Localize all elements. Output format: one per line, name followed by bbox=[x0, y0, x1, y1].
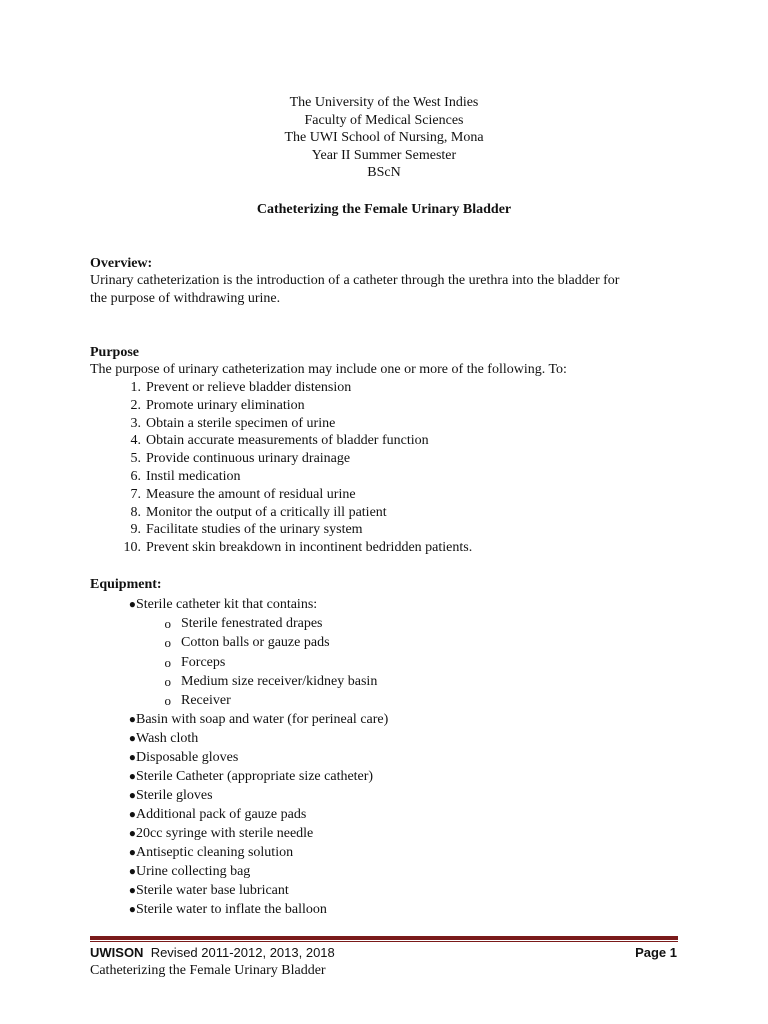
list-item bbox=[90, 633, 690, 652]
item-text: Obtain accurate measurements of bladder function bbox=[146, 433, 429, 449]
list-item bbox=[90, 748, 690, 767]
bullet-icon: ● bbox=[128, 750, 136, 765]
equipment-list bbox=[90, 595, 690, 919]
purpose-list bbox=[90, 379, 472, 557]
circle-bullet-icon: o bbox=[164, 673, 171, 689]
list-item bbox=[90, 504, 472, 522]
item-text: Urine collecting bag bbox=[136, 864, 251, 880]
list-item bbox=[90, 710, 690, 729]
overview-line-1: Urinary catheterization is the introduction of a catheter through the urethra into the bladder for bbox=[90, 273, 620, 288]
item-text: Receiver bbox=[181, 693, 231, 709]
item-text: Prevent skin breakdown in incontinent bedridden patients. bbox=[146, 540, 473, 556]
item-number: 9. bbox=[130, 522, 141, 538]
document-title: Catheterizing the Female Urinary Bladder bbox=[256, 202, 512, 217]
item-text: Promote urinary elimination bbox=[146, 397, 305, 413]
list-item bbox=[90, 415, 472, 433]
item-number: 7. bbox=[130, 486, 141, 502]
item-number: 4. bbox=[130, 433, 141, 449]
item-text: Forceps bbox=[181, 654, 226, 670]
bullet-icon: ● bbox=[128, 845, 136, 860]
program-label: BScN bbox=[367, 165, 401, 180]
list-item bbox=[90, 900, 690, 919]
kit-sublist bbox=[90, 614, 690, 710]
item-text: Sterile Catheter (appropriate size catheter) bbox=[136, 769, 374, 785]
list-item bbox=[90, 450, 472, 468]
purpose-heading: Purpose bbox=[90, 345, 139, 360]
list-item bbox=[90, 824, 690, 843]
list-item bbox=[90, 432, 472, 450]
item-number: 5. bbox=[130, 451, 141, 467]
item-text: Wash cloth bbox=[136, 731, 199, 747]
bullet-icon: ● bbox=[128, 597, 136, 611]
item-text: Instil medication bbox=[146, 468, 241, 484]
item-number: 3. bbox=[130, 415, 141, 431]
page-number: Page 1 bbox=[635, 945, 677, 960]
list-item bbox=[90, 614, 690, 633]
list-item bbox=[90, 653, 690, 672]
item-text: Disposable gloves bbox=[136, 750, 239, 766]
item-text: Antiseptic cleaning solution bbox=[136, 845, 294, 861]
footer-subtitle: Catheterizing the Female Urinary Bladder bbox=[90, 963, 326, 978]
institution-header bbox=[0, 94, 768, 182]
list-item bbox=[90, 595, 690, 710]
overview-heading: Overview: bbox=[90, 256, 153, 271]
list-item bbox=[90, 881, 690, 900]
bullet-icon: ● bbox=[128, 864, 136, 879]
list-item bbox=[90, 862, 690, 881]
bullet-icon: ● bbox=[128, 731, 136, 746]
circle-bullet-icon: o bbox=[164, 635, 171, 651]
purpose-intro: The purpose of urinary catheterization may include one or more of the following. To: bbox=[90, 362, 567, 377]
item-number: 8. bbox=[130, 504, 141, 520]
item-text: Sterile water base lubricant bbox=[136, 883, 289, 899]
university-name: The University of the West Indies bbox=[289, 95, 479, 110]
item-text: Provide continuous urinary drainage bbox=[146, 451, 351, 467]
list-item bbox=[90, 486, 472, 504]
item-text: Obtain a sterile specimen of urine bbox=[146, 415, 336, 431]
bullet-icon: ● bbox=[128, 807, 136, 822]
item-text: Medium size receiver/kidney basin bbox=[181, 673, 378, 689]
circle-bullet-icon: o bbox=[164, 693, 171, 709]
list-item bbox=[90, 379, 472, 397]
item-text: Sterile gloves bbox=[136, 788, 213, 804]
item-text: Sterile water to inflate the balloon bbox=[136, 902, 327, 918]
item-text: Measure the amount of residual urine bbox=[146, 486, 356, 502]
item-text: 20cc syringe with sterile needle bbox=[136, 826, 314, 842]
bullet-icon: ● bbox=[128, 826, 136, 841]
circle-bullet-icon: o bbox=[164, 616, 171, 631]
item-number: 10. bbox=[123, 540, 141, 556]
list-item bbox=[90, 397, 472, 415]
list-item bbox=[90, 805, 690, 824]
list-item bbox=[90, 521, 472, 539]
overview-line-2: the purpose of withdrawing urine. bbox=[90, 291, 281, 306]
footer-org: UWISON bbox=[90, 945, 144, 960]
equipment-heading: Equipment: bbox=[90, 577, 162, 592]
list-item bbox=[90, 729, 690, 748]
list-item bbox=[90, 767, 690, 786]
school-name: The UWI School of Nursing, Mona bbox=[284, 130, 484, 145]
footer-divider-thin bbox=[90, 941, 678, 942]
semester-label: Year II Summer Semester bbox=[311, 147, 457, 163]
list-item bbox=[90, 843, 690, 862]
item-number: 2. bbox=[130, 397, 141, 413]
list-item bbox=[90, 691, 690, 710]
list-item bbox=[90, 786, 690, 805]
footer-divider-thick bbox=[90, 936, 678, 940]
bullet-icon: ● bbox=[128, 883, 136, 898]
item-text: Prevent or relieve bladder distension bbox=[146, 380, 352, 395]
circle-bullet-icon: o bbox=[164, 654, 171, 670]
list-item bbox=[90, 539, 472, 557]
bullet-icon: ● bbox=[128, 712, 136, 727]
footer-revision bbox=[90, 944, 335, 962]
bullet-icon: ● bbox=[128, 788, 136, 803]
list-item bbox=[90, 468, 472, 486]
item-number: 1. bbox=[130, 380, 141, 395]
item-text: Cotton balls or gauze pads bbox=[181, 635, 330, 651]
list-item bbox=[90, 672, 690, 691]
faculty-name: Faculty of Medical Sciences bbox=[304, 112, 464, 128]
item-text: Sterile catheter kit that contains: bbox=[136, 597, 318, 612]
bullet-icon: ● bbox=[128, 769, 136, 784]
item-text: Sterile fenestrated drapes bbox=[181, 616, 323, 631]
item-number: 6. bbox=[130, 468, 141, 484]
item-text: Additional pack of gauze pads bbox=[136, 807, 307, 823]
item-text: Basin with soap and water (for perineal care) bbox=[136, 712, 389, 728]
item-text: Facilitate studies of the urinary system bbox=[146, 522, 363, 538]
footer-revised: Revised 2011-2012, 2013, 2018 bbox=[150, 945, 335, 960]
item-text: Monitor the output of a critically ill patient bbox=[146, 504, 387, 520]
bullet-icon: ● bbox=[128, 902, 136, 917]
